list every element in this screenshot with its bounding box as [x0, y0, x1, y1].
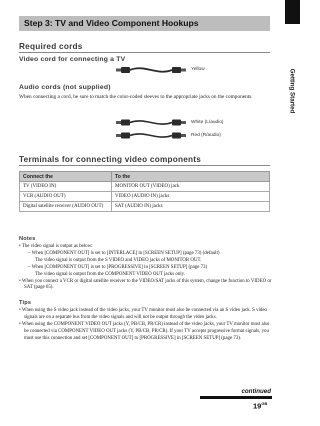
video-cord-heading: Video cord for connecting a TV	[19, 56, 126, 63]
tip-item: • When using the S video jack instead of the video jacks, your TV monitor must also be connected via an S video jack. S video signals are on a separate bus from the video signals and will not be output through the video jacks.	[19, 308, 267, 320]
audio-cords-heading: Audio cords (not supplied)	[19, 84, 111, 91]
continued-label: continued	[241, 388, 271, 395]
tip-item: • When using the COMPONENT VIDEO OUT jacks (Y, PB/CB, PR/CR) instead of the video jacks, your TV monitor must also be connected via COMPONENT VIDEO OUT jacks (Y, PB/CB, PR/CR). If your TV accepts progressive format signals, you must use this connection and set [COMPONENT OUT] to [PROGRESSIVE] in [SCREEN SETUP] (page 73).	[19, 321, 270, 341]
table-row	[20, 192, 270, 202]
table-cell: TV (VIDEO IN)	[20, 182, 112, 192]
page-number-value: 19	[253, 401, 262, 411]
table-cell: SAT (AUDIO IN) jacks	[112, 202, 270, 212]
note-item: • The video signal is output as below:	[19, 244, 93, 249]
table-row	[20, 182, 270, 192]
side-tab-marker	[285, 0, 300, 24]
column-header-connect: Connect the	[20, 172, 112, 182]
page-number	[253, 401, 267, 411]
notes-list	[19, 244, 273, 292]
audio-cable-illustration	[115, 116, 224, 142]
video-cable-color-label: Yellow	[191, 67, 205, 72]
note-item: • When you connect a VCR or digital satellite receiver to the VIDEO/SAT jacks of this system, change the function to VIDEO or SAT (page 65).	[19, 278, 272, 291]
note-item: The video signal is output from the COMPONENT VIDEO OUT jacks only.	[35, 271, 185, 277]
column-header-to: To the	[112, 172, 270, 182]
step-title: Step 3: TV and Video Component Hookups	[19, 16, 270, 31]
page-suffix: GB	[261, 401, 268, 406]
table-row	[20, 202, 270, 212]
audio-cable-icon	[115, 116, 187, 142]
tips-list	[19, 308, 273, 343]
tips-heading: Tips	[19, 300, 32, 306]
white-cable-label: White (L/audio)	[191, 120, 224, 125]
table-cell: MONITOR OUT (VIDEO) jack	[112, 182, 270, 192]
divider	[19, 165, 270, 166]
table-cell: Digital satellite receiver (AUDIO OUT)	[20, 202, 112, 212]
required-cords-heading: Required cords	[19, 42, 83, 51]
red-cable-label: Red (R/audio)	[191, 133, 221, 138]
video-cable-illustration	[115, 65, 205, 75]
section-side-label	[284, 56, 300, 126]
notes-heading: Notes	[19, 236, 36, 242]
audio-cords-instruction: When connecting a cord, be sure to match the color-coded sleeves to the appropriate jacks on the components.	[19, 94, 253, 100]
note-item: – When [COMPONENT OUT] is set to [INTERLACE] in [SCREEN SETUP] (page 73) (default)	[28, 250, 220, 256]
note-item: – When [COMPONENT OUT] is set to [PROGRESSIVE] in [SCREEN SETUP] (page 73)	[28, 264, 208, 270]
table-header-row	[20, 172, 270, 182]
connection-table	[19, 171, 270, 212]
divider	[19, 52, 270, 53]
continued-bar	[200, 396, 272, 399]
side-label-text: Getting Started	[288, 68, 296, 114]
table-cell: VCR (AUDIO OUT)	[20, 192, 112, 202]
note-item: The video signal is output from the S VIDEO and VIDEO jacks of MONITOR OUT.	[35, 257, 202, 263]
table-cell: VIDEO (AUDIO IN) jacks	[112, 192, 270, 202]
video-cable-icon	[115, 65, 187, 75]
terminals-heading: Terminals for connecting video components	[19, 155, 202, 164]
